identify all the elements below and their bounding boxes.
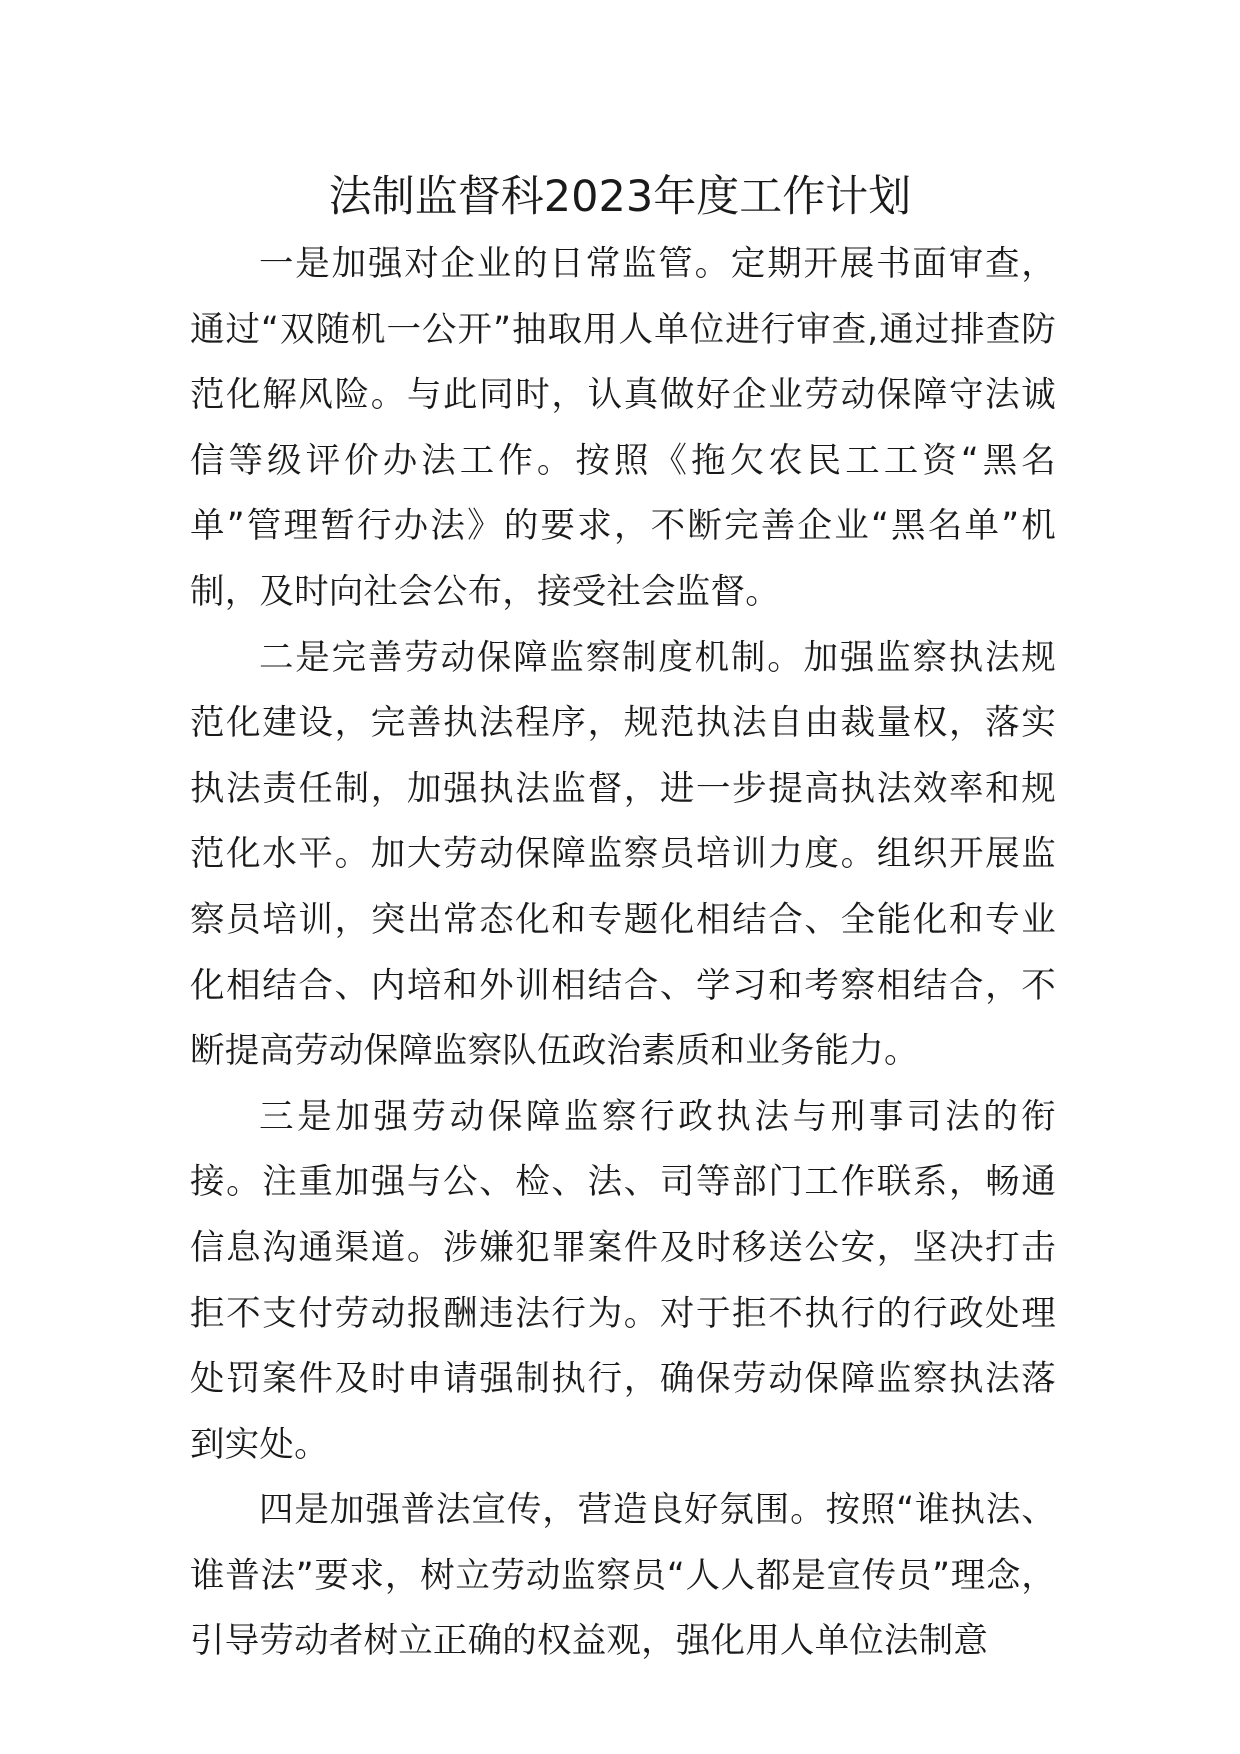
paragraph-2: 二是完善劳动保障监察制度机制。加强监察执法规范化建设，完善执法程序，规范执法自由裁量权，落实执法责任制，加强执法监督，进一步提高执法效率和规范化水平。加大劳动保障监察员培训力度。组织开展监察员培训，突出常态化和专题化相结合、全能化和专业化相结合、内培和外训相结合、学习和考察相结合，不断提高劳动保障监察队伍政治素质和业务能力。: [190, 637, 1056, 1072]
paragraph-4: 四是加强普法宣传，营造良好氛围。按照“谁执法、谁普法”要求，树立劳动监察员“人人都是宣传员”理念，引导劳动者树立正确的权益观，强化用人单位法制意: [190, 1490, 1056, 1662]
paragraph-3: 三是加强劳动保障监察行政执法与刑事司法的衔接。注重加强与公、检、法、司等部门工作联系，畅通信息沟通渠道。涉嫌犯罪案件及时移送公安，坚决打击拒不支付劳动报酬违法行为。对于拒不执行的行政处理处罚案件及时申请强制执行，确保劳动保障监察执法落到实处。: [190, 1096, 1056, 1465]
document-title: 法制监督科2023年度工作计划: [328, 172, 912, 222]
paragraph-1: 一是加强对企业的日常监管。定期开展书面审查，通过“双随机一公开”抽取用人单位进行审查,通过排查防范化解风险。与此同时，认真做好企业劳动保障守法诚信等级评价办法工作。按照《拖欠农民工工资“黑名单”管理暂行办法》的要求，不断完善企业“黑名单”机制，及时向社会公布，接受社会监督。: [190, 244, 1056, 612]
document-body: [190, 232, 1056, 1675]
